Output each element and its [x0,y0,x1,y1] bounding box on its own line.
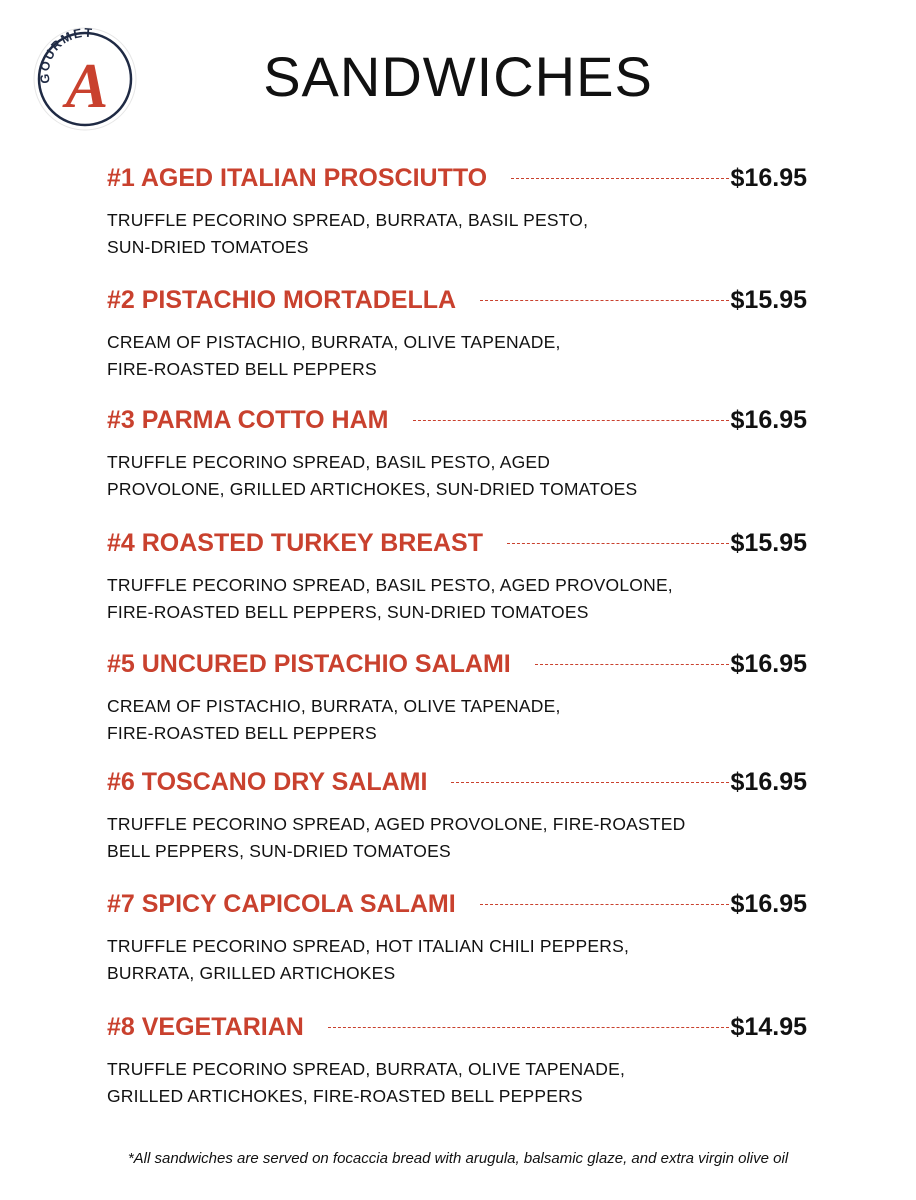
menu-item-name: #2 PISTACHIO MORTADELLA [107,286,457,314]
menu-item-header [107,887,807,921]
menu-item-name: #8 VEGETARIAN [107,1013,304,1041]
menu-item-header [107,526,807,560]
dotted-leader [535,664,729,665]
menu-item [107,403,807,503]
menu-item-description [107,693,807,747]
menu-item-description [107,1056,807,1110]
footnote: *All sandwiches are served on focaccia bread with arugula, balsamic glaze, and extra virgin olive oil [127,1150,789,1167]
menu-item-price: $16.95 [730,890,807,918]
menu-item-price: $14.95 [730,1013,807,1041]
description-line: TRUFFLE PECORINO SPREAD, BURRATA, OLIVE TAPENADE, [107,1059,626,1079]
menu-item-name: #4 ROASTED TURKEY BREAST [107,529,483,557]
description-line: TRUFFLE PECORINO SPREAD, BASIL PESTO, AGED [107,452,551,472]
dotted-leader [480,300,729,301]
logo-letter: A [65,50,109,121]
menu-item-header [107,161,807,195]
menu-item [107,161,807,261]
description-line: CREAM OF PISTACHIO, BURRATA, OLIVE TAPENADE, [107,696,561,716]
menu-item-header [107,765,807,799]
menu-item-header [107,1010,807,1044]
menu-item-price: $15.95 [730,286,807,314]
menu-item-name: #6 TOSCANO DRY SALAMI [107,768,428,796]
menu-item-description [107,811,807,865]
page-title: SANDWICHES [263,45,653,108]
menu-item [107,1010,807,1110]
menu-item-price: $16.95 [730,164,807,192]
description-line: BURRATA, GRILLED ARTICHOKES [107,963,396,983]
description-line: TRUFFLE PECORINO SPREAD, AGED PROVOLONE, FIRE-ROASTED [107,814,686,834]
menu-item-description [107,933,807,987]
dotted-leader [451,782,729,783]
description-line: SUN-DRIED TOMATOES [107,237,309,257]
description-line: TRUFFLE PECORINO SPREAD, BURRATA, BASIL PESTO, [107,210,589,230]
description-line: FIRE-ROASTED BELL PEPPERS [107,359,377,379]
description-line: TRUFFLE PECORINO SPREAD, HOT ITALIAN CHILI PEPPERS, [107,936,630,956]
description-line: FIRE-ROASTED BELL PEPPERS [107,723,377,743]
menu-item-price: $15.95 [730,529,807,557]
description-line: TRUFFLE PECORINO SPREAD, BASIL PESTO, AGED PROVOLONE, [107,575,673,595]
dotted-leader [413,420,729,421]
logo-arc-text: GOURMET [37,25,94,85]
dotted-leader [507,543,729,544]
menu-item-name: #5 UNCURED PISTACHIO SALAMI [107,650,511,678]
description-line: GRILLED ARTICHOKES, FIRE-ROASTED BELL PEPPERS [107,1086,583,1106]
menu-item-header [107,647,807,681]
menu-item-price: $16.95 [730,406,807,434]
menu-item-price: $16.95 [730,650,807,678]
menu-item-header [107,283,807,317]
description-line: FIRE-ROASTED BELL PEPPERS, SUN-DRIED TOMATOES [107,602,589,622]
description-line: BELL PEPPERS, SUN-DRIED TOMATOES [107,841,451,861]
menu-item-description [107,207,807,261]
menu-item-name: #1 AGED ITALIAN PROSCIUTTO [107,164,488,192]
menu-item [107,526,807,626]
menu-item-header [107,403,807,437]
dotted-leader [328,1027,729,1028]
description-line: CREAM OF PISTACHIO, BURRATA, OLIVE TAPENADE, [107,332,561,352]
menu-item [107,887,807,987]
menu-item-description [107,572,807,626]
menu-item-description [107,449,807,503]
dotted-leader [480,904,729,905]
menu-item [107,765,807,865]
menu-item-name: #3 PARMA COTTO HAM [107,406,389,434]
description-line: PROVOLONE, GRILLED ARTICHOKES, SUN-DRIED TOMATOES [107,479,638,499]
menu-item-description [107,329,807,383]
dotted-leader [511,178,729,179]
menu-item [107,283,807,383]
menu-item [107,647,807,747]
menu-item-price: $16.95 [730,768,807,796]
menu-item-name: #7 SPICY CAPICOLA SALAMI [107,890,456,918]
